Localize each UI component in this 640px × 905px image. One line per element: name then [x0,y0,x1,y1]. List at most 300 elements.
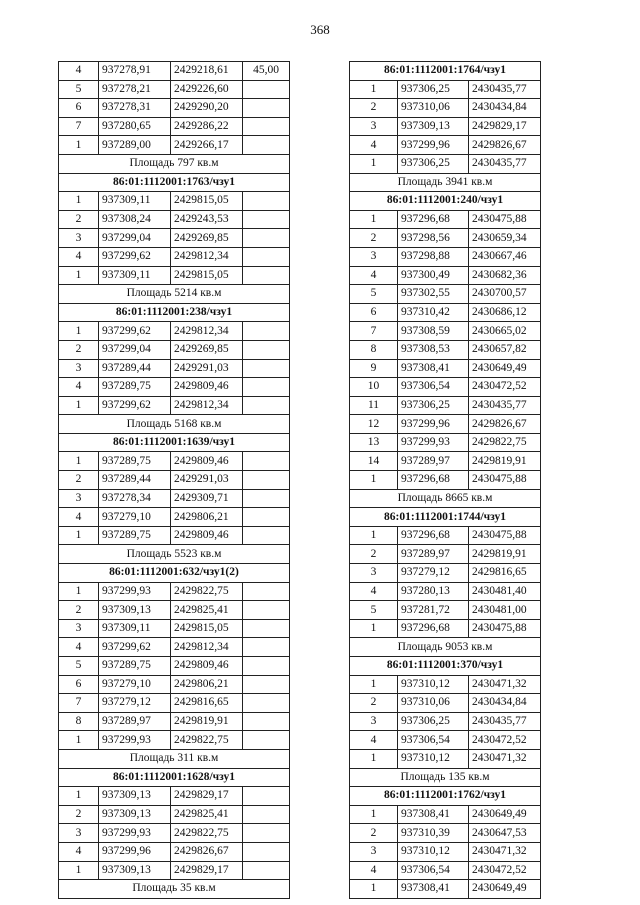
parcel-header-row [59,433,290,452]
x-coordinate: 937299,62 [99,322,171,341]
point-number: 5 [350,601,398,620]
y-coordinate: 2429809,46 [171,526,243,545]
extra-value [243,508,290,527]
table-row [350,619,541,638]
point-number: 4 [59,842,99,861]
x-coordinate: 937310,12 [398,675,469,694]
point-number: 3 [59,619,99,638]
table-row [59,266,290,285]
point-number: 2 [350,229,398,248]
y-coordinate: 2430434,84 [469,99,541,118]
x-coordinate: 937299,93 [398,433,469,452]
point-number: 1 [59,192,99,211]
x-coordinate: 937306,25 [398,154,469,173]
extra-value [243,824,290,843]
y-coordinate: 2430435,77 [469,154,541,173]
point-number: 8 [350,340,398,359]
table-row [59,359,290,378]
point-number: 4 [59,638,99,657]
y-coordinate: 2430481,40 [469,582,541,601]
point-number: 14 [350,452,398,471]
extra-value [243,861,290,880]
table-row [350,582,541,601]
table-row [59,62,290,81]
area-row [59,154,290,173]
point-number: 4 [59,508,99,527]
x-coordinate: 937296,68 [398,619,469,638]
table-row [59,805,290,824]
table-row [350,675,541,694]
y-coordinate: 2430475,88 [469,471,541,490]
x-coordinate: 937309,13 [99,861,171,880]
x-coordinate: 937289,44 [99,471,171,490]
y-coordinate: 2429812,34 [171,247,243,266]
x-coordinate: 937309,13 [99,601,171,620]
extra-value [243,712,290,731]
x-coordinate: 937306,25 [398,80,469,99]
point-number: 2 [350,694,398,713]
extra-value [243,210,290,229]
y-coordinate: 2430686,12 [469,303,541,322]
point-number: 4 [350,266,398,285]
table-row [350,601,541,620]
x-coordinate: 937299,93 [99,824,171,843]
y-coordinate: 2430434,84 [469,694,541,713]
x-coordinate: 937299,04 [99,229,171,248]
parcel-area: Площадь 5523 кв.м [59,545,290,564]
extra-value [243,359,290,378]
x-coordinate: 937278,21 [99,80,171,99]
point-number: 4 [350,731,398,750]
table-row [59,471,290,490]
y-coordinate: 2430665,02 [469,322,541,341]
table-row [350,861,541,880]
y-coordinate: 2429819,91 [171,712,243,731]
table-row [350,433,541,452]
x-coordinate: 937299,96 [398,136,469,155]
table-row [350,229,541,248]
table-row [59,787,290,806]
parcel-header-row [350,192,541,211]
point-number: 2 [59,210,99,229]
x-coordinate: 937310,39 [398,824,469,843]
x-coordinate: 937308,24 [99,210,171,229]
x-coordinate: 937306,54 [398,731,469,750]
y-coordinate: 2429269,85 [171,229,243,248]
extra-value [243,471,290,490]
table-row [59,489,290,508]
parcel-cadastral-number: 86:01:1112001:1639/чзу1 [59,433,290,452]
y-coordinate: 2429291,03 [171,359,243,378]
table-row [350,247,541,266]
y-coordinate: 2429286,22 [171,117,243,136]
x-coordinate: 937278,31 [99,99,171,118]
area-row [59,545,290,564]
point-number: 2 [350,545,398,564]
point-number: 6 [59,675,99,694]
point-number: 1 [59,322,99,341]
point-number: 3 [59,824,99,843]
point-number: 3 [350,712,398,731]
x-coordinate: 937299,62 [99,638,171,657]
table-row [59,824,290,843]
x-coordinate: 937309,13 [398,117,469,136]
point-number: 1 [350,749,398,768]
y-coordinate: 2429809,46 [171,657,243,676]
extra-value [243,322,290,341]
area-row [350,173,541,192]
table-row [59,657,290,676]
point-number: 3 [59,359,99,378]
x-coordinate: 937310,06 [398,694,469,713]
extra-value [243,117,290,136]
extra-value [243,247,290,266]
y-coordinate: 2429819,91 [469,452,541,471]
parcel-area: Площадь 797 кв.м [59,154,290,173]
point-number: 8 [59,712,99,731]
y-coordinate: 2429218,61 [171,62,243,81]
point-number: 7 [350,322,398,341]
x-coordinate: 937289,75 [99,657,171,676]
x-coordinate: 937280,65 [99,117,171,136]
table-row [59,731,290,750]
table-row [350,359,541,378]
x-coordinate: 937309,11 [99,266,171,285]
x-coordinate: 937278,34 [99,489,171,508]
y-coordinate: 2429816,65 [469,564,541,583]
page-number: 368 [310,22,330,37]
parcel-cadastral-number: 86:01:1112001:1744/чзу1 [350,508,541,527]
y-coordinate: 2429822,75 [171,824,243,843]
area-row [350,638,541,657]
area-row [350,768,541,787]
point-number: 3 [350,247,398,266]
extra-value [243,229,290,248]
y-coordinate: 2429806,21 [171,675,243,694]
parcel-header-row [59,173,290,192]
y-coordinate: 2429243,53 [171,210,243,229]
table-row [59,452,290,471]
x-coordinate: 937296,68 [398,526,469,545]
y-coordinate: 2430649,49 [469,359,541,378]
table-row [59,712,290,731]
y-coordinate: 2429825,41 [171,601,243,620]
point-number: 3 [350,842,398,861]
extra-value [243,675,290,694]
x-coordinate: 937289,97 [398,452,469,471]
x-coordinate: 937299,96 [398,415,469,434]
parcel-area: Площадь 5214 кв.м [59,285,290,304]
x-coordinate: 937306,54 [398,378,469,397]
y-coordinate: 2430481,00 [469,601,541,620]
y-coordinate: 2430649,49 [469,880,541,899]
x-coordinate: 937278,91 [99,62,171,81]
point-number: 1 [59,452,99,471]
point-number: 4 [350,582,398,601]
x-coordinate: 937289,00 [99,136,171,155]
x-coordinate: 937308,59 [398,322,469,341]
parcel-cadastral-number: 86:01:1112001:1763/чзу1 [59,173,290,192]
extra-value [243,657,290,676]
extra-value [243,340,290,359]
x-coordinate: 937289,75 [99,378,171,397]
y-coordinate: 2429815,05 [171,192,243,211]
table-row [59,861,290,880]
table-row [350,99,541,118]
x-coordinate: 937310,42 [398,303,469,322]
point-number: 4 [59,247,99,266]
point-number: 1 [350,526,398,545]
area-row [59,285,290,304]
point-number: 2 [350,824,398,843]
x-coordinate: 937298,56 [398,229,469,248]
x-coordinate: 937310,06 [398,99,469,118]
table-row [59,192,290,211]
table-row [59,80,290,99]
table-row [350,285,541,304]
table-row [59,396,290,415]
extra-value [243,694,290,713]
extra-value [243,526,290,545]
y-coordinate: 2430472,52 [469,731,541,750]
table-row [350,749,541,768]
table-row [350,266,541,285]
parcel-cadastral-number: 86:01:1112001:632/чзу1(2) [59,564,290,583]
point-number: 4 [350,861,398,880]
extra-value: 45,00 [243,62,290,81]
table-row [350,545,541,564]
table-row [59,99,290,118]
point-number: 2 [59,471,99,490]
point-number: 5 [350,285,398,304]
point-number: 3 [350,564,398,583]
x-coordinate: 937299,93 [99,582,171,601]
point-number: 3 [59,229,99,248]
y-coordinate: 2429806,21 [171,508,243,527]
y-coordinate: 2430471,32 [469,749,541,768]
x-coordinate: 937299,62 [99,247,171,266]
table-row [350,136,541,155]
x-coordinate: 937306,25 [398,396,469,415]
x-coordinate: 937299,04 [99,340,171,359]
y-coordinate: 2430647,53 [469,824,541,843]
y-coordinate: 2430472,52 [469,378,541,397]
table-row [59,247,290,266]
table-row [59,322,290,341]
extra-value [243,489,290,508]
point-number: 1 [350,210,398,229]
point-number: 1 [59,266,99,285]
y-coordinate: 2429226,60 [171,80,243,99]
y-coordinate: 2430700,57 [469,285,541,304]
point-number: 13 [350,433,398,452]
point-number: 2 [59,340,99,359]
table-row [59,694,290,713]
y-coordinate: 2430435,77 [469,712,541,731]
y-coordinate: 2429819,91 [469,545,541,564]
parcel-cadastral-number: 86:01:1112001:240/чзу1 [350,192,541,211]
y-coordinate: 2429816,65 [171,694,243,713]
table-row [350,842,541,861]
point-number: 1 [59,861,99,880]
parcel-area: Площадь 8665 кв.м [350,489,541,508]
point-number: 4 [59,378,99,397]
y-coordinate: 2429812,34 [171,396,243,415]
point-number: 2 [59,601,99,620]
extra-value [243,80,290,99]
x-coordinate: 937299,93 [99,731,171,750]
extra-value [243,601,290,620]
point-number: 12 [350,415,398,434]
table-row [59,229,290,248]
table-row [59,136,290,155]
x-coordinate: 937299,96 [99,842,171,861]
table-row [59,378,290,397]
parcel-area: Площадь 35 кв.м [59,880,290,899]
table-row [350,117,541,136]
y-coordinate: 2430475,88 [469,619,541,638]
point-number: 1 [350,619,398,638]
area-row [350,489,541,508]
x-coordinate: 937296,68 [398,471,469,490]
extra-value [243,582,290,601]
area-row [59,880,290,899]
x-coordinate: 937296,68 [398,210,469,229]
y-coordinate: 2430682,36 [469,266,541,285]
y-coordinate: 2429269,85 [171,340,243,359]
point-number: 1 [59,396,99,415]
x-coordinate: 937279,10 [99,508,171,527]
point-number: 4 [350,136,398,155]
extra-value [243,805,290,824]
x-coordinate: 937279,12 [398,564,469,583]
y-coordinate: 2430657,82 [469,340,541,359]
point-number: 1 [350,154,398,173]
x-coordinate: 937310,12 [398,842,469,861]
point-number: 4 [59,62,99,81]
table-row [59,210,290,229]
point-number: 1 [59,526,99,545]
x-coordinate: 937309,13 [99,787,171,806]
table-row [59,842,290,861]
x-coordinate: 937308,41 [398,805,469,824]
y-coordinate: 2429826,67 [469,415,541,434]
left-coordinates-table [58,61,290,899]
y-coordinate: 2429809,46 [171,378,243,397]
extra-value [243,266,290,285]
point-number: 9 [350,359,398,378]
y-coordinate: 2429815,05 [171,619,243,638]
parcel-header-row [59,768,290,787]
table-row [350,210,541,229]
table-row [350,471,541,490]
point-number: 3 [59,489,99,508]
area-row [59,415,290,434]
point-number: 1 [59,731,99,750]
extra-value [243,136,290,155]
table-row [350,378,541,397]
parcel-header-row [350,787,541,806]
point-number: 1 [350,471,398,490]
extra-value [243,638,290,657]
point-number: 3 [350,117,398,136]
y-coordinate: 2429826,67 [469,136,541,155]
x-coordinate: 937309,11 [99,192,171,211]
x-coordinate: 937308,53 [398,340,469,359]
table-row [350,805,541,824]
y-coordinate: 2430659,34 [469,229,541,248]
y-coordinate: 2430435,77 [469,80,541,99]
table-row [59,638,290,657]
point-number: 7 [59,694,99,713]
extra-value [243,842,290,861]
table-row [350,880,541,899]
point-number: 6 [59,99,99,118]
x-coordinate: 937310,12 [398,749,469,768]
y-coordinate: 2429825,41 [171,805,243,824]
x-coordinate: 937279,12 [99,694,171,713]
point-number: 1 [59,136,99,155]
y-coordinate: 2429815,05 [171,266,243,285]
point-number: 11 [350,396,398,415]
y-coordinate: 2429291,03 [171,471,243,490]
point-number: 5 [59,80,99,99]
point-number: 5 [59,657,99,676]
x-coordinate: 937289,75 [99,452,171,471]
x-coordinate: 937300,49 [398,266,469,285]
parcel-area: Площадь 135 кв.м [350,768,541,787]
table-row [59,340,290,359]
y-coordinate: 2429309,71 [171,489,243,508]
parcel-area: Площадь 9053 кв.м [350,638,541,657]
table-row [350,452,541,471]
point-number: 1 [59,582,99,601]
y-coordinate: 2429809,46 [171,452,243,471]
point-number: 1 [350,880,398,899]
table-row [59,526,290,545]
x-coordinate: 937309,11 [99,619,171,638]
extra-value [243,731,290,750]
parcel-cadastral-number: 86:01:1112001:238/чзу1 [59,303,290,322]
y-coordinate: 2429829,17 [171,787,243,806]
x-coordinate: 937302,55 [398,285,469,304]
table-row [350,322,541,341]
point-number: 2 [59,805,99,824]
table-row [350,396,541,415]
point-number: 7 [59,117,99,136]
x-coordinate: 937281,72 [398,601,469,620]
x-coordinate: 937298,88 [398,247,469,266]
x-coordinate: 937280,13 [398,582,469,601]
point-number: 1 [350,80,398,99]
y-coordinate: 2429812,34 [171,638,243,657]
parcel-header-row [59,303,290,322]
point-number: 10 [350,378,398,397]
y-coordinate: 2430667,46 [469,247,541,266]
parcel-area: Площадь 311 кв.м [59,749,290,768]
extra-value [243,452,290,471]
y-coordinate: 2430475,88 [469,210,541,229]
extra-value [243,619,290,638]
x-coordinate: 937279,10 [99,675,171,694]
y-coordinate: 2430471,32 [469,842,541,861]
y-coordinate: 2429829,17 [469,117,541,136]
y-coordinate: 2429822,75 [171,582,243,601]
right-coordinates-table [349,61,541,899]
x-coordinate: 937308,41 [398,359,469,378]
point-number: 6 [350,303,398,322]
extra-value [243,192,290,211]
